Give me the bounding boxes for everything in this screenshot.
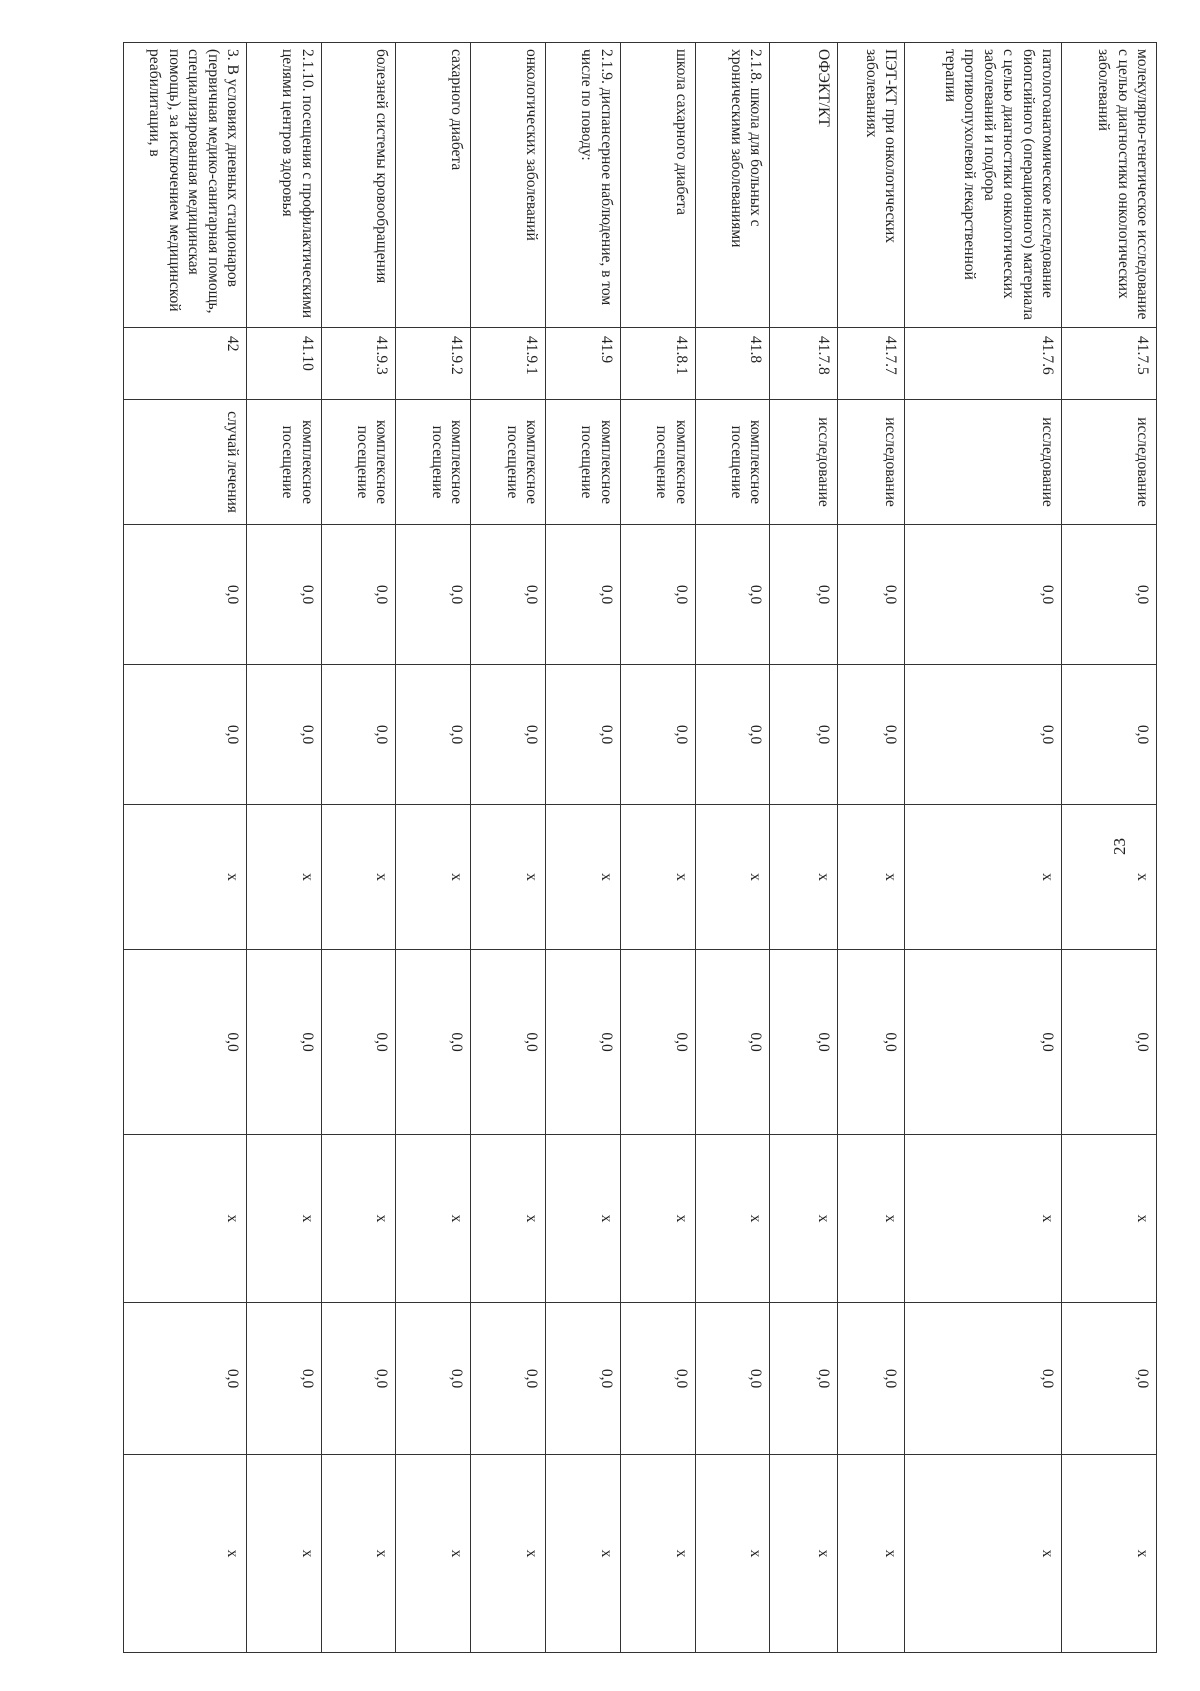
row-value-7: х xyxy=(396,1455,471,1653)
row-unit: комплексное посещение xyxy=(620,400,695,525)
row-value-7: х xyxy=(1061,1455,1156,1653)
row-value-7: х xyxy=(904,1455,1061,1653)
row-value-3: х xyxy=(770,805,837,950)
row-description: молекулярно-генетическое исследование с целью диагностики онкологических заболеваний xyxy=(1061,43,1156,328)
row-value-5: х xyxy=(124,1135,247,1303)
row-value-7: х xyxy=(471,1455,546,1653)
row-description: ПЭТ-КТ при онкологических заболеваниях xyxy=(837,43,904,328)
row-value-5: х xyxy=(620,1135,695,1303)
row-value-3: х xyxy=(620,805,695,950)
row-value-7: х xyxy=(837,1455,904,1653)
row-description: онкологических заболеваний xyxy=(471,43,546,328)
row-code: 41.8.1 xyxy=(620,328,695,400)
row-unit: исследование xyxy=(770,400,837,525)
row-value-3: х xyxy=(246,805,321,950)
row-unit: исследование xyxy=(904,400,1061,525)
row-value-1: 0,0 xyxy=(695,525,770,665)
table-row xyxy=(904,43,1061,1653)
row-value-6: 0,0 xyxy=(770,1303,837,1455)
row-value-4: 0,0 xyxy=(620,950,695,1135)
row-value-1: 0,0 xyxy=(770,525,837,665)
row-code: 41.9.1 xyxy=(471,328,546,400)
row-code: 41.7.6 xyxy=(904,328,1061,400)
data-table xyxy=(123,42,1157,1653)
row-value-6: 0,0 xyxy=(620,1303,695,1455)
row-description: 2.1.8. школа для больных с хроническими заболеваниями xyxy=(695,43,770,328)
table-row xyxy=(546,43,621,1653)
row-code: 41.9.2 xyxy=(396,328,471,400)
row-value-3: х xyxy=(471,805,546,950)
row-value-2: 0,0 xyxy=(246,665,321,805)
row-value-6: 0,0 xyxy=(396,1303,471,1455)
table-row xyxy=(396,43,471,1653)
row-code: 41.10 xyxy=(246,328,321,400)
row-value-7: х xyxy=(321,1455,396,1653)
row-value-7: х xyxy=(695,1455,770,1653)
row-value-1: 0,0 xyxy=(620,525,695,665)
row-value-1: 0,0 xyxy=(396,525,471,665)
row-code: 42 xyxy=(124,328,247,400)
row-value-6: 0,0 xyxy=(1061,1303,1156,1455)
row-description: ОФЭКТ/КТ xyxy=(770,43,837,328)
row-code: 41.7.7 xyxy=(837,328,904,400)
row-description: 2.1.10. посещения с профилактическими целями центров здоровья xyxy=(246,43,321,328)
row-unit: случай лечения xyxy=(124,400,247,525)
table-row xyxy=(321,43,396,1653)
row-value-5: х xyxy=(770,1135,837,1303)
row-value-1: 0,0 xyxy=(546,525,621,665)
row-value-1: 0,0 xyxy=(124,525,247,665)
table-row xyxy=(837,43,904,1653)
row-value-1: 0,0 xyxy=(837,525,904,665)
row-description: болезней системы кровообращения xyxy=(321,43,396,328)
row-value-4: 0,0 xyxy=(770,950,837,1135)
table-rotated-wrapper xyxy=(123,42,1157,1652)
row-value-5: х xyxy=(471,1135,546,1303)
row-code: 41.8 xyxy=(695,328,770,400)
row-value-6: 0,0 xyxy=(124,1303,247,1455)
row-value-5: х xyxy=(695,1135,770,1303)
page-number: 23 xyxy=(1110,838,1129,855)
row-value-4: 0,0 xyxy=(695,950,770,1135)
row-value-2: 0,0 xyxy=(904,665,1061,805)
table-row xyxy=(770,43,837,1653)
row-unit: комплексное посещение xyxy=(471,400,546,525)
row-value-6: 0,0 xyxy=(471,1303,546,1455)
row-unit: исследование xyxy=(1061,400,1156,525)
row-value-7: х xyxy=(770,1455,837,1653)
row-value-7: х xyxy=(246,1455,321,1653)
row-value-4: 0,0 xyxy=(904,950,1061,1135)
table-row xyxy=(471,43,546,1653)
row-value-4: 0,0 xyxy=(321,950,396,1135)
row-value-6: 0,0 xyxy=(246,1303,321,1455)
row-value-6: 0,0 xyxy=(695,1303,770,1455)
row-unit: комплексное посещение xyxy=(695,400,770,525)
table-row xyxy=(620,43,695,1653)
table-row xyxy=(124,43,247,1653)
row-description: 3. В условиях дневных стационаров (первичная медико-санитарная помощь, специализированная медицинская помощь), за исключением медицинской реабилитации, в xyxy=(124,43,247,328)
row-value-1: 0,0 xyxy=(1061,525,1156,665)
row-unit: комплексное посещение xyxy=(321,400,396,525)
row-value-4: 0,0 xyxy=(1061,950,1156,1135)
table-row xyxy=(1061,43,1156,1653)
table-row xyxy=(695,43,770,1653)
row-code: 41.9.3 xyxy=(321,328,396,400)
row-value-3: х xyxy=(695,805,770,950)
row-value-2: 0,0 xyxy=(321,665,396,805)
row-value-1: 0,0 xyxy=(246,525,321,665)
row-value-6: 0,0 xyxy=(904,1303,1061,1455)
row-value-3: х xyxy=(124,805,247,950)
row-value-2: 0,0 xyxy=(546,665,621,805)
row-description: патологоанатомическое исследование биопсийного (операционного) материала с целью диагностики онкологических заболеваний и подбора противоопухолевой лекарственной терапии xyxy=(904,43,1061,328)
row-code: 41.7.5 xyxy=(1061,328,1156,400)
row-value-2: 0,0 xyxy=(1061,665,1156,805)
row-code: 41.7.8 xyxy=(770,328,837,400)
row-value-4: 0,0 xyxy=(246,950,321,1135)
row-value-7: х xyxy=(620,1455,695,1653)
row-value-3: х xyxy=(904,805,1061,950)
row-code: 41.9 xyxy=(546,328,621,400)
row-value-3: х xyxy=(1061,805,1156,950)
row-value-7: х xyxy=(546,1455,621,1653)
row-value-5: х xyxy=(321,1135,396,1303)
row-value-1: 0,0 xyxy=(904,525,1061,665)
row-value-5: х xyxy=(1061,1135,1156,1303)
row-value-2: 0,0 xyxy=(770,665,837,805)
row-value-7: х xyxy=(124,1455,247,1653)
row-value-2: 0,0 xyxy=(471,665,546,805)
row-value-5: х xyxy=(837,1135,904,1303)
row-unit: комплексное посещение xyxy=(396,400,471,525)
row-value-2: 0,0 xyxy=(620,665,695,805)
row-value-4: 0,0 xyxy=(124,950,247,1135)
row-value-5: х xyxy=(546,1135,621,1303)
row-value-6: 0,0 xyxy=(837,1303,904,1455)
row-unit: комплексное посещение xyxy=(246,400,321,525)
row-value-5: х xyxy=(246,1135,321,1303)
row-description: 2.1.9. диспансерное наблюдение, в том числе по поводу: xyxy=(546,43,621,328)
row-value-5: х xyxy=(904,1135,1061,1303)
row-value-5: х xyxy=(396,1135,471,1303)
row-value-6: 0,0 xyxy=(321,1303,396,1455)
row-value-1: 0,0 xyxy=(471,525,546,665)
row-value-6: 0,0 xyxy=(546,1303,621,1455)
row-value-4: 0,0 xyxy=(837,950,904,1135)
row-description: сахарного диабета xyxy=(396,43,471,328)
row-value-4: 0,0 xyxy=(471,950,546,1135)
row-value-3: х xyxy=(321,805,396,950)
row-value-2: 0,0 xyxy=(837,665,904,805)
table-row xyxy=(246,43,321,1653)
row-value-1: 0,0 xyxy=(321,525,396,665)
row-value-4: 0,0 xyxy=(396,950,471,1135)
row-value-3: х xyxy=(546,805,621,950)
row-value-2: 0,0 xyxy=(396,665,471,805)
row-value-3: х xyxy=(837,805,904,950)
row-value-4: 0,0 xyxy=(546,950,621,1135)
row-unit: исследование xyxy=(837,400,904,525)
row-value-2: 0,0 xyxy=(695,665,770,805)
row-description: школа сахарного диабета xyxy=(620,43,695,328)
row-value-2: 0,0 xyxy=(124,665,247,805)
row-value-3: х xyxy=(396,805,471,950)
row-unit: комплексное посещение xyxy=(546,400,621,525)
